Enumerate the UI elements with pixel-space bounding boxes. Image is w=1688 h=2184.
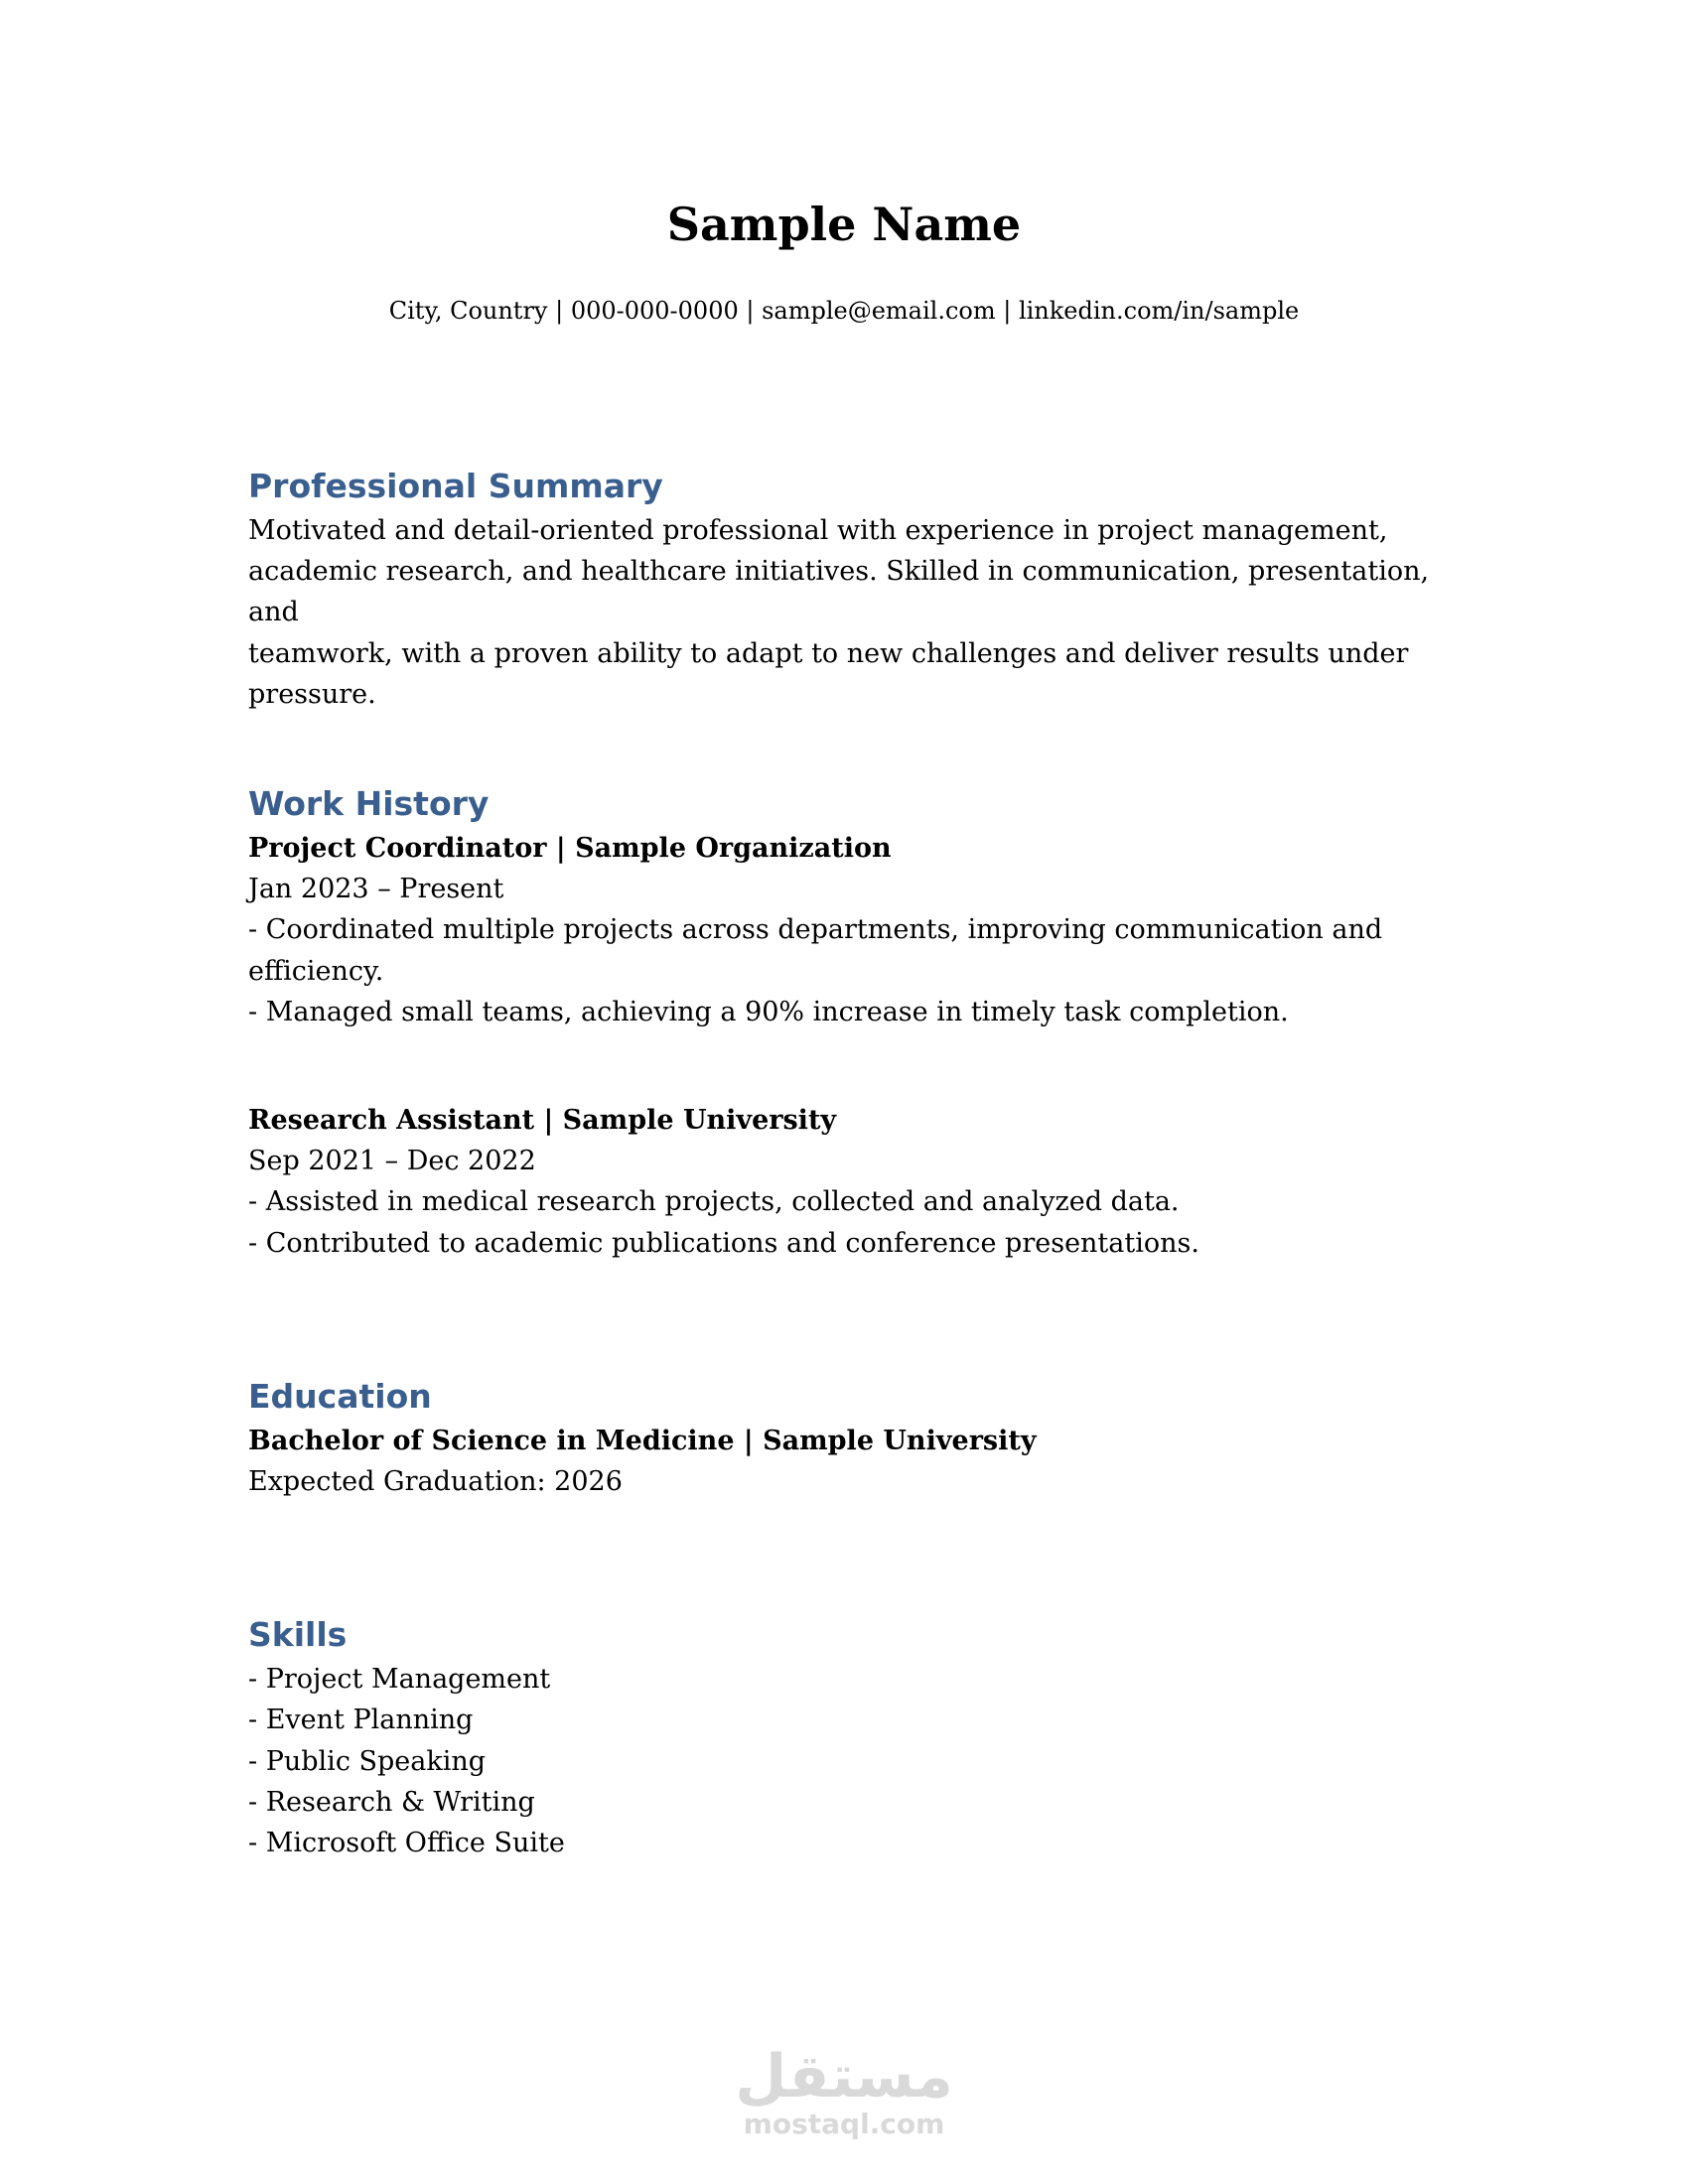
job-title: Project Coordinator | Sample Organization (248, 833, 892, 865)
job-bullet: - Coordinated multiple projects across departments, improving communication and (248, 914, 1383, 946)
watermark-url: mostaql.com (743, 2108, 945, 2140)
candidate-name: Sample Name (666, 198, 1022, 251)
summary-text (248, 510, 1430, 715)
job-bullet: - Contributed to academic publications and conference presentations. (248, 1227, 1199, 1259)
skill-item: - Event Planning (248, 1705, 474, 1736)
job-bullet: - Assisted in medical research projects, collected and analyzed data. (248, 1186, 1180, 1218)
job-spacer (248, 1032, 1440, 1100)
watermark-arabic-logo: مستقل (735, 2042, 953, 2112)
section-spacer (248, 715, 1440, 780)
summary-line: academic research, and healthcare initiatives. Skilled in communication, presentation, and (248, 556, 1430, 628)
summary-section (248, 463, 1440, 715)
graduation-date: Expected Graduation: 2026 (248, 1466, 623, 1498)
skill-item: - Research & Writing (248, 1786, 535, 1818)
contact-info: City, Country | 000-000-0000 | sample@email.com | linkedin.com/in/sample (388, 297, 1300, 325)
job-entry (248, 828, 1440, 1032)
work-history-section (248, 780, 1440, 1264)
watermark-logo (735, 2042, 953, 2140)
work-history-heading: Work History (248, 784, 490, 824)
summary-line: teamwork, with a proven ability to adapt to new challenges and deliver results under (248, 637, 1409, 669)
degree-title: Bachelor of Science in Medicine | Sample University (248, 1425, 1037, 1456)
job-dates: Jan 2023 – Present (248, 874, 504, 905)
skills-heading: Skills (248, 1615, 348, 1655)
education-heading: Education (248, 1376, 432, 1416)
job-entry (248, 1100, 1440, 1264)
section-spacer (248, 1502, 1440, 1611)
section-spacer (248, 1264, 1440, 1373)
skill-item: - Microsoft Office Suite (248, 1828, 565, 1859)
summary-line: Motivated and detail-oriented professional with experience in project management, (248, 515, 1388, 546)
summary-line: pressure. (248, 678, 376, 710)
resume-content (248, 463, 1440, 1863)
skill-item: - Project Management (248, 1664, 551, 1696)
job-bullet: efficiency. (248, 955, 384, 987)
skill-item: - Public Speaking (248, 1745, 487, 1777)
job-title: Research Assistant | Sample University (248, 1105, 837, 1137)
job-dates: Sep 2021 – Dec 2022 (248, 1146, 536, 1177)
job-bullet: - Managed small teams, achieving a 90% increase in timely task completion. (248, 996, 1289, 1027)
summary-heading: Professional Summary (248, 467, 663, 505)
education-section (248, 1373, 1440, 1502)
skills-section (248, 1611, 1440, 1863)
